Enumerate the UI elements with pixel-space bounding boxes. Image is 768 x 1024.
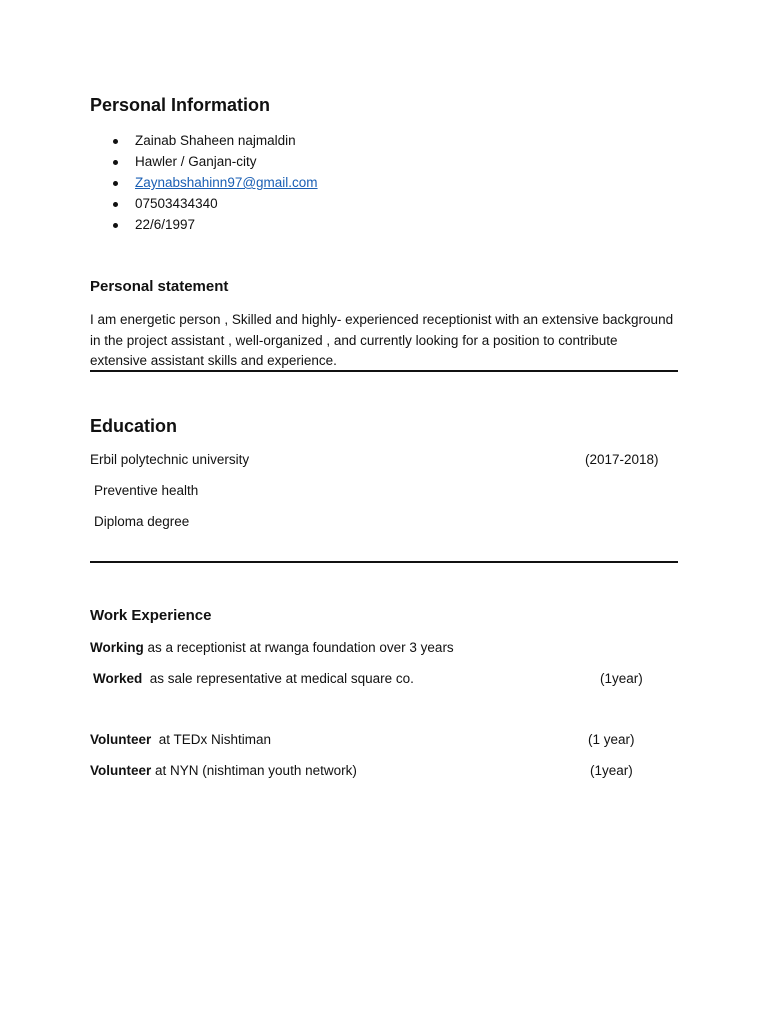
work-entry-lead: Working [90, 640, 144, 655]
section-divider [90, 561, 678, 563]
education-years: (2017-2018) [585, 452, 659, 467]
work-entry-duration: (1year) [590, 763, 633, 778]
list-item-address [90, 153, 318, 174]
work-entry-description: at NYN (nishtiman youth network) [151, 763, 357, 778]
bullet-icon [113, 160, 118, 165]
full-name: Zainab Shaheen najmaldin [135, 133, 296, 148]
work-entry [90, 640, 454, 655]
section-divider [90, 370, 678, 372]
list-item-email [90, 174, 318, 195]
work-entry [93, 671, 414, 686]
education-institution: Erbil polytechnic university [90, 452, 250, 467]
work-entry [90, 732, 271, 747]
education-heading: Education [90, 416, 178, 436]
work-entry-lead: Volunteer [90, 763, 152, 778]
email-link[interactable]: Zaynabshahinn97@gmail.com [135, 175, 318, 190]
work-entry-duration: (1year) [600, 671, 643, 686]
phone-number: 07503434340 [135, 196, 218, 211]
personal-statement-heading: Personal statement [90, 278, 229, 295]
work-entry [90, 763, 357, 778]
personal-statement-text: I am energetic person , Skilled and highly- experienced receptionist with an extensive background in the project assistant , well-organized , and currently looking for a position to contribute extensive assistant skills and experience. [90, 312, 674, 368]
work-entry-description: as a receptionist at rwanga foundation over 3 years [143, 640, 454, 655]
work-entry-lead: Volunteer [90, 732, 152, 747]
personal-information-heading: Personal Information [90, 95, 271, 115]
education-field: Preventive health [94, 483, 199, 498]
list-item-phone [90, 195, 318, 216]
work-entry-duration: (1 year) [588, 732, 635, 747]
birth-date: 22/6/1997 [135, 217, 196, 232]
list-item-name [90, 132, 318, 153]
work-experience-heading: Work Experience [90, 607, 212, 624]
work-entry-lead: Worked [93, 671, 143, 686]
bullet-icon [113, 181, 118, 186]
list-item-birthdate [90, 216, 318, 237]
bullet-icon [113, 139, 118, 144]
bullet-icon [113, 202, 118, 207]
address: Hawler / Ganjan-city [135, 154, 257, 169]
bullet-icon [113, 223, 118, 228]
work-entry-description: as sale representative at medical square co. [142, 671, 414, 686]
work-entry-description: at TEDx Nishtiman [151, 732, 272, 747]
personal-information-list [90, 132, 318, 237]
education-degree: Diploma degree [94, 514, 190, 529]
